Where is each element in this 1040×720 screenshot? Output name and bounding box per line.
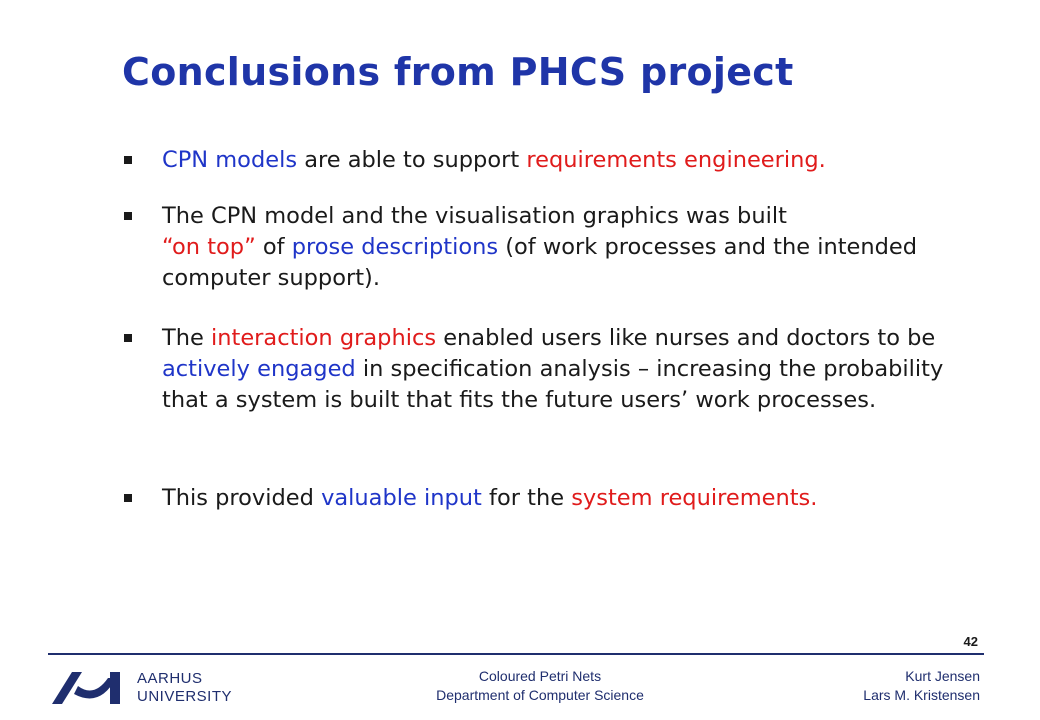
bullet-segment: This provided [162, 485, 322, 511]
bullet-segment: prose descriptions [291, 234, 499, 260]
university-name [137, 670, 232, 706]
bullet-segment: The CPN model and the visualisation graphics was built [162, 203, 787, 229]
university-name-line: UNIVERSITY [137, 688, 233, 705]
bullet-text [162, 145, 982, 176]
bullet-segment: of [255, 234, 292, 260]
bullet-segment: requirements engineering. [526, 147, 826, 173]
bullet-segment: interaction graphics [211, 325, 437, 351]
bullet-segment: CPN models [162, 147, 298, 173]
bullet-segment: are able to support [297, 147, 527, 173]
square-bullet-icon [124, 212, 132, 220]
course-title: Coloured Petri Nets [478, 668, 602, 684]
bullet-segment: (of work processes and the intended computer support). [162, 234, 918, 291]
department-name: Department of Computer Science [436, 687, 644, 703]
page-number: 42 [963, 634, 978, 649]
square-bullet-icon [124, 334, 132, 342]
bullet-segment: valuable input [321, 485, 482, 511]
bullet-text [162, 323, 982, 416]
slide-title: Conclusions from PHCS project [122, 50, 794, 94]
square-bullet-icon [124, 156, 132, 164]
bullet-segment: actively engaged [162, 356, 356, 382]
bullet-segment: in specification analysis – increasing the probability that a system is built that fits the future users’ work processes. [162, 356, 944, 413]
square-bullet-icon [124, 494, 132, 502]
bullet-text [162, 201, 982, 294]
author-name: Kurt Jensen [905, 668, 980, 684]
footer-divider [48, 653, 984, 655]
bullet-segment: system requirements. [571, 485, 818, 511]
footer-authors [863, 667, 980, 705]
bullet-text [162, 483, 982, 514]
footer-course [380, 667, 700, 705]
aarhus-university-logo-icon [50, 664, 130, 708]
bullet-segment: “on top” [162, 234, 256, 260]
bullet-segment: enabled users like nurses and doctors to be [436, 325, 936, 351]
bullet-segment: for the [481, 485, 572, 511]
university-name-line: AARHUS [137, 670, 203, 687]
author-name: Lars M. Kristensen [863, 687, 980, 703]
bullet-segment: The [162, 325, 211, 351]
